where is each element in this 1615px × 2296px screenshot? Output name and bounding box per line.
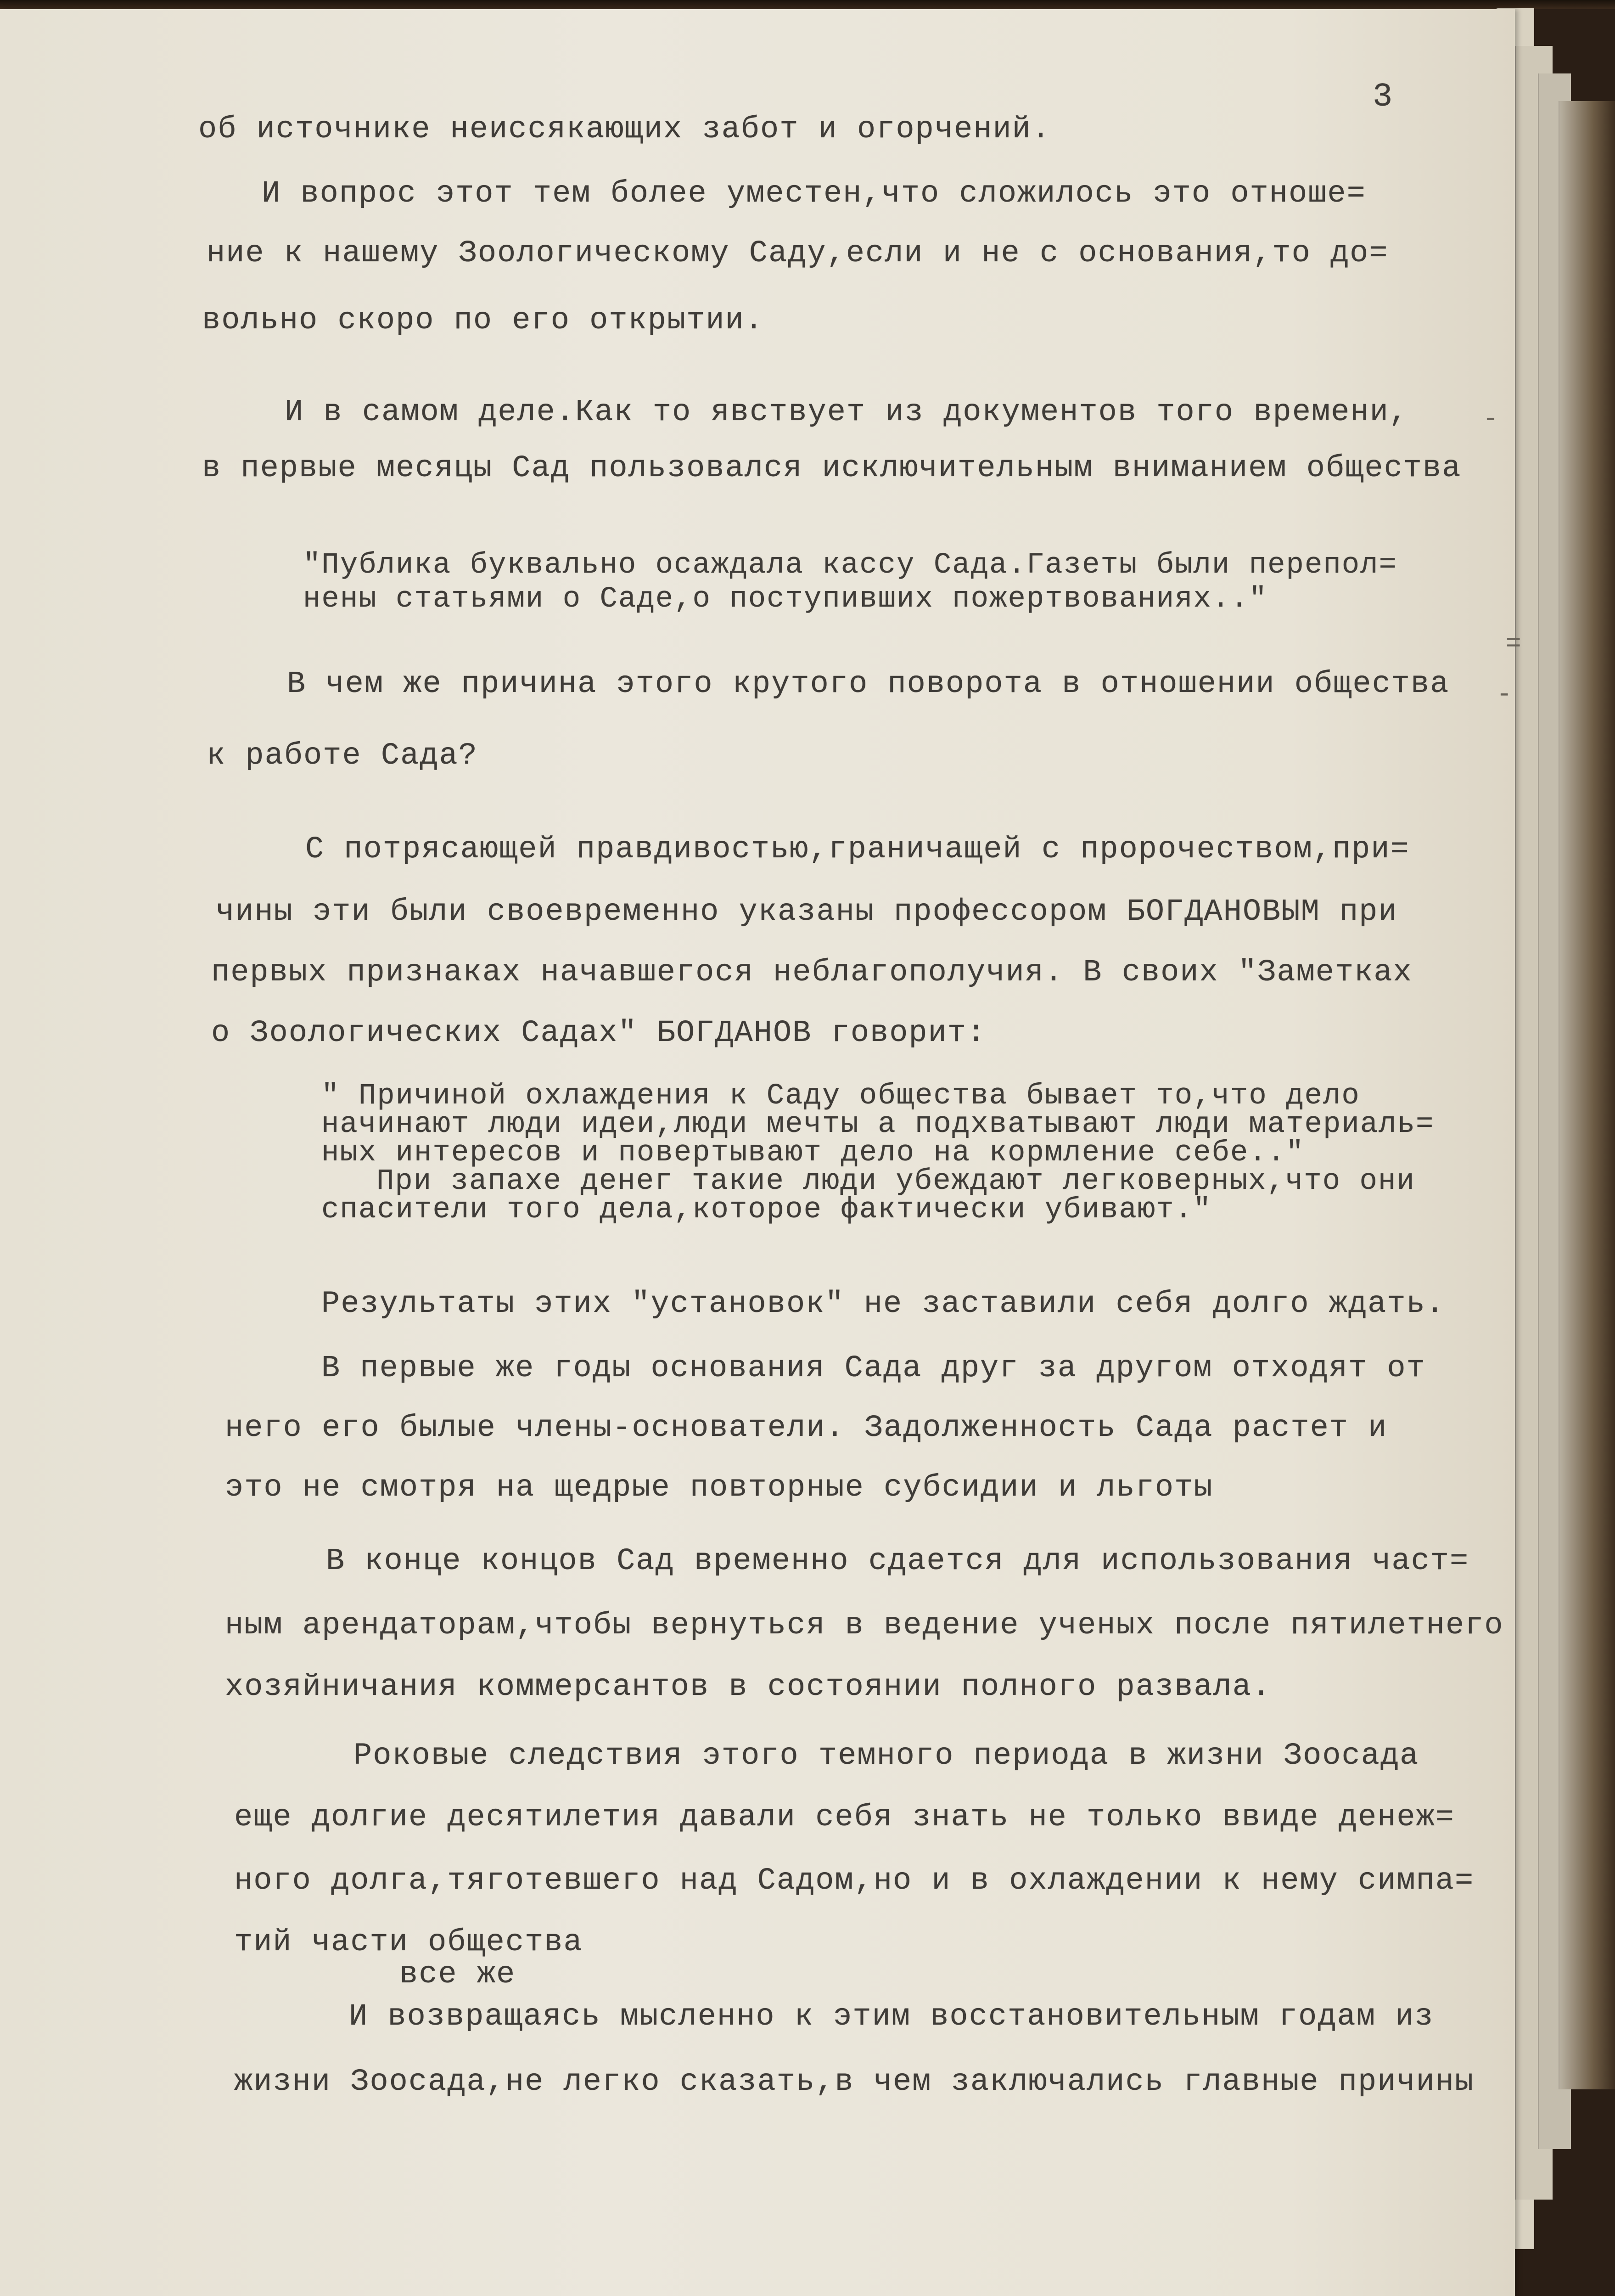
text-line: об источнике неиссякающих забот и огорчений. <box>198 112 1051 147</box>
quote-line: нены статьями о Саде,о поступивших пожертвованиях.." <box>303 583 1268 616</box>
page-number: 3 <box>1373 78 1394 116</box>
quote-line: "Публика буквально осаждала кассу Сада.Газеты были перепол= <box>303 549 1397 582</box>
text-line: В чем же причина этого крутого поворота в отношении общества <box>287 667 1450 702</box>
text-line: В первые же годы основания Сада друг за другом отходят от <box>321 1351 1426 1386</box>
text-line: первых признаках начавшегося неблагополучия. В своих "Заметках <box>211 955 1413 990</box>
text-line: еще долгие десятилетия давали себя знать не только ввиде денеж= <box>234 1800 1455 1835</box>
text-line: это не смотря на щедрые повторные субсидии и льготы <box>225 1470 1213 1505</box>
typewritten-page <box>0 9 1522 2296</box>
text-line: ного долга,тяготевшего над Садом,но и в охлаждении к нему симпа= <box>234 1863 1475 1898</box>
page-stack-edge <box>1559 101 1615 2089</box>
text-line: о Зоологических Садах" БОГДАНОВ говорит: <box>211 1016 987 1051</box>
text-line: к работе Сада? <box>207 738 478 773</box>
margin-mark: - <box>1483 404 1499 433</box>
text-line: тий части общества <box>234 1925 583 1960</box>
text-line: Роковые следствия этого темного периода в жизни Зоосада <box>353 1739 1419 1773</box>
margin-mark: - <box>1497 680 1513 709</box>
text-line: И вопрос этот тем более уместен,что сложилось это отноше= <box>262 176 1366 211</box>
desk-background <box>0 0 1615 9</box>
quote-line: спасители того дела,которое фактически убивают." <box>321 1193 1212 1227</box>
quote-line: " Причиной охлаждения к Саду общества бывает то,что дело <box>321 1080 1360 1113</box>
margin-mark: = <box>1506 629 1522 658</box>
text-line: вольно скоро по его открытии. <box>202 303 764 338</box>
quote-line: ных интересов и повертывают дело на кормление себе.." <box>321 1137 1305 1170</box>
text-line: него его былые члены-основатели. Задолженность Сада растет и <box>225 1411 1388 1446</box>
text-line: хозяйничания коммерсантов в состоянии полного развала. <box>225 1670 1272 1705</box>
text-line: ние к нашему Зоологическому Саду,если и не с основания,то до= <box>207 236 1389 271</box>
quote-line: При запахе денег такие люди убеждают легковерных,что они <box>376 1165 1415 1198</box>
text-line: в первые месяцы Сад пользовался исключительным вниманием общества <box>202 451 1462 486</box>
text-line: чины эти были своевременно указаны профессором БОГДАНОВЫМ при <box>216 895 1398 929</box>
text-line: жизни Зоосада,не легко сказать,в чем заключались главные причины <box>234 2065 1475 2099</box>
text-line: И возвращаясь мысленно к этим восстановительным годам из <box>349 1999 1434 2034</box>
text-line: И в самом деле.Как то явствует из документов того времени, <box>285 395 1408 430</box>
text-line: В конце концов Сад временно сдается для использования част= <box>326 1544 1469 1579</box>
text-line: С потрясающей правдивостью,граничащей с пророчеством,при= <box>305 832 1410 867</box>
text-line: ным арендаторам,чтобы вернуться в ведение ученых после пятилетнего <box>225 1608 1504 1643</box>
text-line: Результаты этих "установок" не заставили себя долго ждать. <box>321 1287 1445 1322</box>
quote-line: начинают люди идеи,люди мечты а подхватывают люди материаль= <box>321 1108 1435 1141</box>
interlinear-insertion: все же <box>399 1957 516 1992</box>
